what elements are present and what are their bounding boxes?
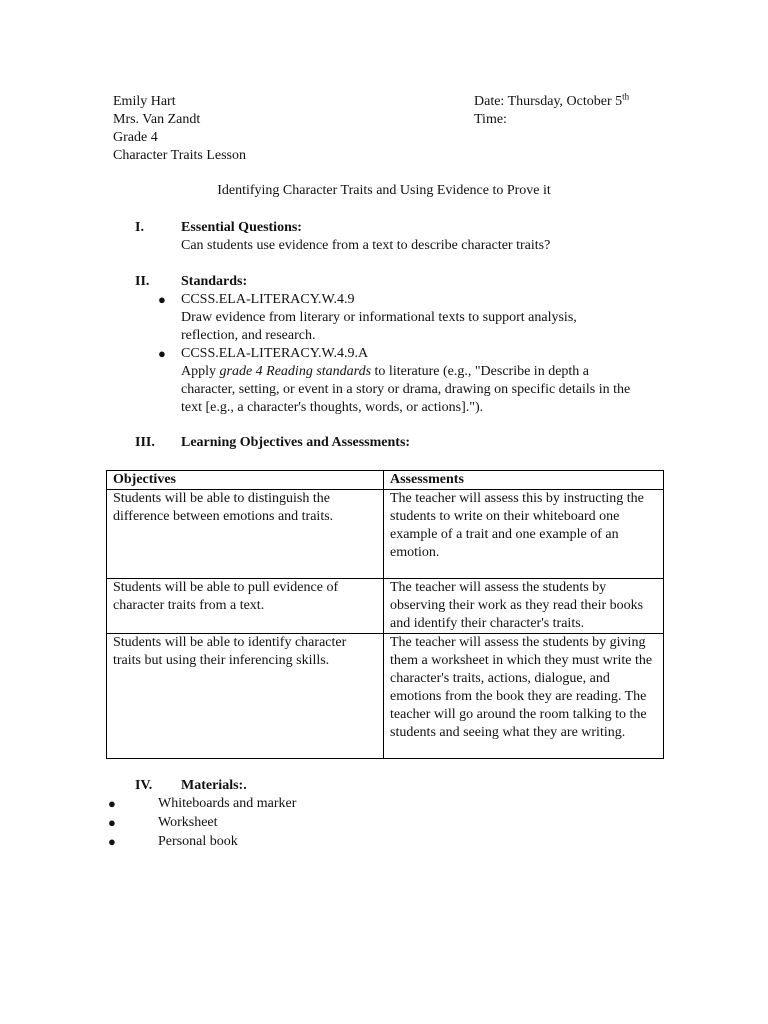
time-label: Time: — [474, 112, 507, 127]
bullet-icon: ● — [108, 834, 116, 849]
standard-desc-2-pre: Apply — [181, 364, 220, 379]
section-num-essential: I. — [135, 220, 144, 235]
section-heading-essential: Essential Questions: — [181, 220, 302, 235]
standard-desc-1: Draw evidence from literary or informational texts to support analysis, reflection, and research. — [181, 310, 577, 343]
table-row — [107, 634, 664, 759]
date-label: Date: Thursday, October 5 — [474, 94, 623, 109]
standard-code-2: CCSS.ELA-LITERACY.W.4.9.A — [181, 346, 369, 361]
assessment-cell: The teacher will assess the students by giving them a worksheet in which they must write the character's traits, actions, dialogue, and emotions from the book they are reading. The teacher will go around the room talking to the students and seeing what they are writing. — [384, 634, 664, 759]
assessment-cell: The teacher will assess the students by observing their work as they read their books and identify their character's traits. — [384, 579, 664, 634]
section-num-materials: IV. — [135, 778, 153, 793]
section-heading-objectives: Learning Objectives and Assessments: — [181, 435, 411, 450]
standard-code-1: CCSS.ELA-LITERACY.W.4.9 — [181, 292, 355, 307]
bullet-icon: ● — [158, 292, 166, 307]
objective-cell: Students will be able to pull evidence of character traits from a text. — [107, 579, 384, 634]
objectives-table — [106, 470, 664, 759]
date-line — [474, 93, 629, 111]
bullet-icon: ● — [108, 796, 116, 811]
material-item: Personal book — [158, 834, 238, 849]
teacher-name: Mrs. Van Zandt — [113, 112, 201, 127]
header-left — [113, 93, 246, 165]
section-num-objectives: III. — [135, 435, 155, 450]
header-right — [474, 93, 629, 129]
table-row — [107, 579, 664, 634]
lesson-title: Identifying Character Traits and Using Evidence to Prove it — [217, 183, 551, 198]
grade-level: Grade 4 — [113, 130, 158, 145]
lesson-name: Character Traits Lesson — [113, 148, 246, 163]
objective-cell: Students will be able to identify character traits but using their inferencing skills. — [107, 634, 384, 759]
essential-question-text: Can students use evidence from a text to describe character traits? — [181, 238, 551, 253]
table-header-assessments: Assessments — [384, 471, 664, 490]
date-suffix: th — [622, 91, 630, 102]
standard-desc-2-post: to literature (e.g., "Describe in depth a character, setting, or event in a story or drama, drawing on specific details in the text [e.g., a character's thoughts, words, or actions]."). — [181, 364, 631, 415]
standard-desc-2-em: grade 4 Reading standards — [219, 364, 372, 379]
student-name: Emily Hart — [113, 94, 176, 109]
table-header-row — [107, 471, 664, 490]
objective-cell: Students will be able to distinguish the difference between emotions and traits. — [107, 490, 384, 579]
table-header-objectives: Objectives — [107, 471, 384, 490]
section-num-standards: II. — [135, 274, 150, 289]
material-item: Whiteboards and marker — [158, 796, 297, 811]
assessment-cell: The teacher will assess this by instructing the students to write on their whiteboard one example of a trait and one example of an emotion. — [384, 490, 664, 579]
bullet-icon: ● — [108, 815, 116, 830]
table-row — [107, 490, 664, 579]
section-heading-standards: Standards: — [181, 274, 248, 289]
bullet-icon: ● — [158, 346, 166, 361]
standard-desc-2 — [181, 363, 646, 417]
section-heading-materials: Materials:. — [181, 778, 247, 793]
material-item: Worksheet — [158, 815, 218, 830]
